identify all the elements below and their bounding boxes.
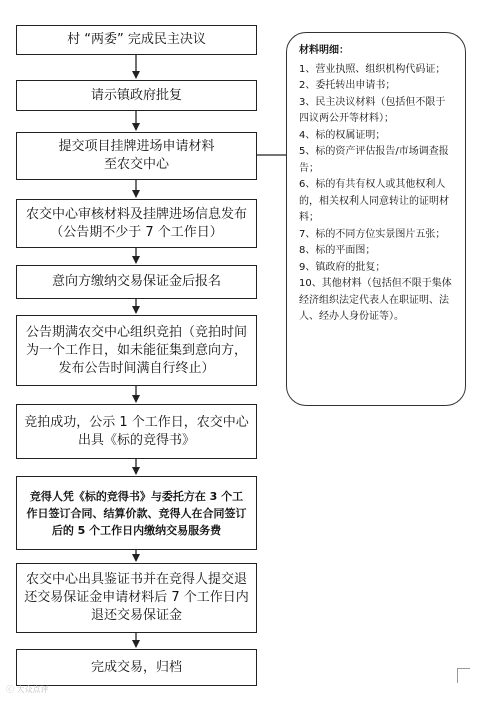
materials-item: 2、委托转出申请书；	[299, 80, 396, 91]
watermark: ⓒ 大众点评	[6, 685, 49, 694]
materials-item: 5、标的资产评估报告/市场调查报告；	[299, 146, 449, 174]
step-9-refund-deposit: 农交中心出具鉴证书并在竞得人提交退还交易保证金申请材料后 7 个工作日内退还交易保证金	[16, 563, 257, 633]
materials-item: 3、民主决议材料（包括但不限于四议两公开等材料）；	[299, 96, 446, 124]
materials-item: 6、标的有共有权人或其他权利人的，相关权利人同意转让的证明材料；	[299, 179, 449, 223]
step-10-complete-archive: 完成交易，归档	[16, 649, 257, 686]
step-7-winning-publicity: 竞拍成功，公示 1 个工作日，农交中心出具《标的竞得书》	[16, 404, 257, 459]
materials-item: 7、标的不同方位实景图片五张；	[299, 228, 446, 240]
materials-item: 1、营业执照、组织机构代码证；	[299, 63, 446, 75]
step-5-deposit-and-register: 意向方缴纳交易保证金后报名	[16, 265, 257, 299]
materials-item: 10、其他材料（包括但不限于集体经济组织法定代表人在职证明、法人、经办人身份证等）。	[299, 278, 452, 322]
materials-item: 8、标的平面图；	[299, 245, 376, 256]
step-3-submit-application: 提交项目挂牌进场申请材料 至农交中心	[16, 132, 257, 180]
step-4-review-and-publish: 农交中心审核材料及挂牌进场信息发布（公告期不少于 7 个工作日）	[16, 199, 257, 248]
materials-title: 材料明细：	[299, 45, 349, 56]
step-6-auction: 公告期满农交中心组织竞拍（竞拍时间为一个工作日，如未能征集到意向方，发布公告时间满自行终止）	[16, 315, 257, 386]
materials-item: 9、镇政府的批复；	[299, 261, 386, 273]
step-1-democratic-resolution: 村 “两委” 完成民主决议	[16, 25, 257, 55]
step-8-sign-contract: 竞得人凭《标的竞得书》与委托方在 3 个工作日签订合同、结算价款、竞得人在合同签订后的 5 个工作日内缴纳交易服务费	[16, 476, 257, 550]
materials-list-box	[286, 32, 466, 406]
materials-item: 4、标的权属证明；	[299, 129, 386, 141]
step-2-town-approval: 请示镇政府批复	[16, 80, 257, 111]
crop-mark	[457, 668, 470, 683]
materials-list	[299, 62, 455, 326]
